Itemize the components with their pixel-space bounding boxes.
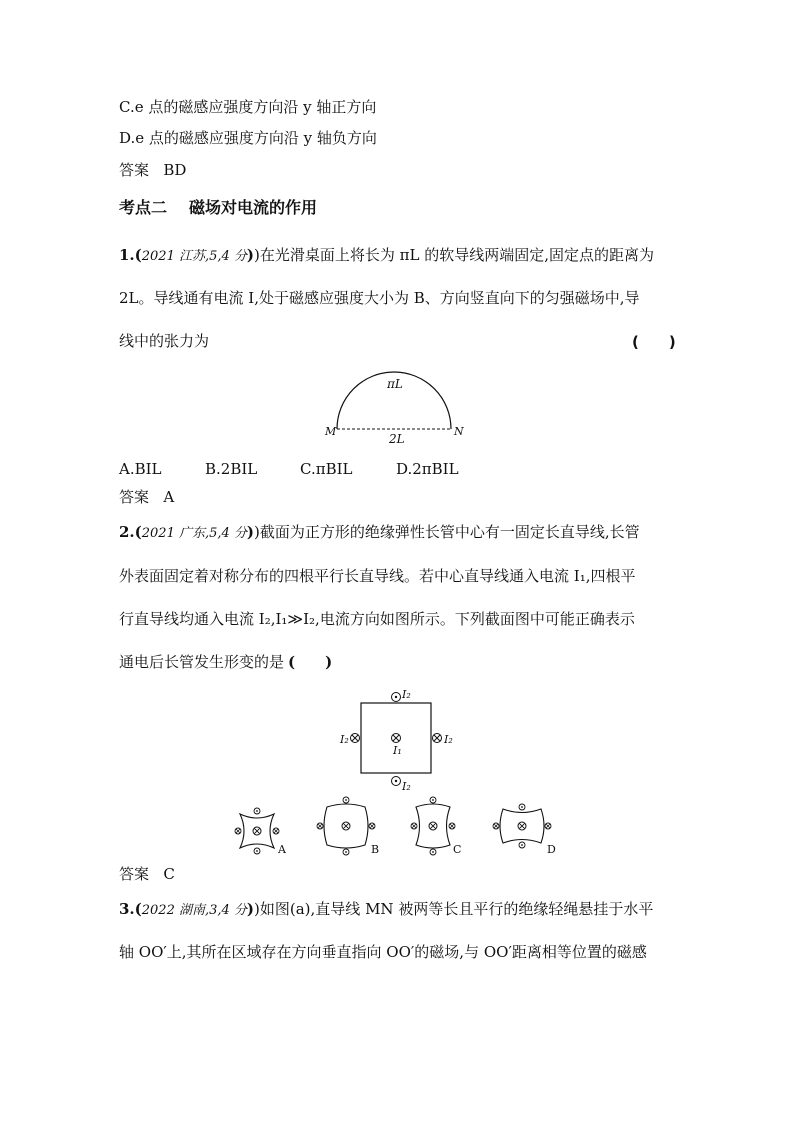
right-wire-cross-icon <box>433 734 442 743</box>
choice-c-label: C <box>453 843 462 856</box>
q2-answer-line <box>119 864 175 884</box>
q1-option-c: C.πBIL <box>300 460 353 478</box>
bottom-current-label: I₂ <box>402 780 411 793</box>
q1-source: 2021 江苏,5,4 分 <box>141 249 247 264</box>
center-wire-cross-icon <box>392 734 401 743</box>
q3-line-2: 轴 OO′上,其所在区域存在方向垂直指向 OO′的磁场,与 OO′距离相等位置的磁感 <box>119 943 647 961</box>
answer-value: C <box>163 865 175 883</box>
chord-length-label: 2L <box>389 432 405 446</box>
q2-line-4: 通电后长管发生形变的是 ( ) <box>119 653 333 671</box>
answer-label: 答案 <box>119 488 150 506</box>
choice-a-label: A <box>278 843 286 856</box>
choice-d-label: D <box>547 843 556 856</box>
answer-value: A <box>163 488 175 506</box>
q2-choice-figures <box>225 796 570 858</box>
point-n-label: N <box>454 425 464 438</box>
q2-main-figure <box>330 685 470 800</box>
choice-b-figure <box>317 797 375 855</box>
q1-figure <box>310 355 480 450</box>
answer-value: BD <box>163 161 187 179</box>
answer-label: 答案 <box>119 161 150 179</box>
left-current-label: I₂ <box>340 733 349 746</box>
choice-d-figure <box>493 804 551 848</box>
section-title: 考点二 <box>119 198 168 217</box>
q2-line-1: 2.(2021 广东,5,4 分))截面为正方形的绝缘弹性长管中心有一固定长直导线,长管 <box>119 523 640 541</box>
arc-length-label: πL <box>387 377 403 391</box>
q1-answer-bracket: ( ) <box>632 333 676 351</box>
q1-option-b: B.2BIL <box>205 460 258 478</box>
q1-line-3: 线中的张力为 <box>119 332 210 350</box>
answer-line <box>119 160 186 180</box>
choice-c-figure <box>411 797 455 855</box>
center-current-label: I₁ <box>393 744 402 757</box>
option-c-text: C.e 点的磁感应强度方向沿 y 轴正方向 <box>119 98 377 116</box>
q2-line-3: 行直导线均通入电流 I₂,I₁≫I₂,电流方向如图所示。下列截面图中可能正确表示 <box>119 610 635 628</box>
right-current-label: I₂ <box>444 733 453 746</box>
q2-source: 2021 广东,5,4 分 <box>141 526 247 541</box>
q3-source: 2022 湖南,3,4 分 <box>141 903 247 918</box>
section-heading <box>119 198 317 218</box>
q1-answer-line <box>119 487 174 507</box>
answer-label: 答案 <box>119 865 150 883</box>
q1-option-d: D.2πBIL <box>396 460 459 478</box>
section-subtitle: 磁场对电流的作用 <box>189 198 318 217</box>
q1-option-a: A.BIL <box>119 460 162 478</box>
choice-a-figure <box>235 808 279 854</box>
q2-answer-bracket: ( ) <box>288 653 333 671</box>
left-wire-cross-icon <box>351 734 360 743</box>
q1-line-2: 2L。导线通有电流 I,处于磁感应强度大小为 B、方向竖直向下的匀强磁场中,导 <box>119 289 640 307</box>
option-d-text: D.e 点的磁感应强度方向沿 y 轴负方向 <box>119 129 377 147</box>
top-current-label: I₂ <box>402 688 411 701</box>
choice-b-label: B <box>371 843 380 856</box>
q1-line-1: 1.(2021 江苏,5,4 分))在光滑桌面上将长为 πL 的软导线两端固定,固定点的距离为 <box>119 246 655 264</box>
point-m-label: M <box>325 425 337 438</box>
q3-line-1: 3.(2022 湖南,3,4 分))如图(a),直导线 MN 被两等长且平行的绝缘轻绳悬挂于水平 <box>119 900 654 918</box>
q2-line-2: 外表面固定着对称分布的四根平行长直导线。若中心直导线通入电流 I₁,四根平 <box>119 567 636 585</box>
